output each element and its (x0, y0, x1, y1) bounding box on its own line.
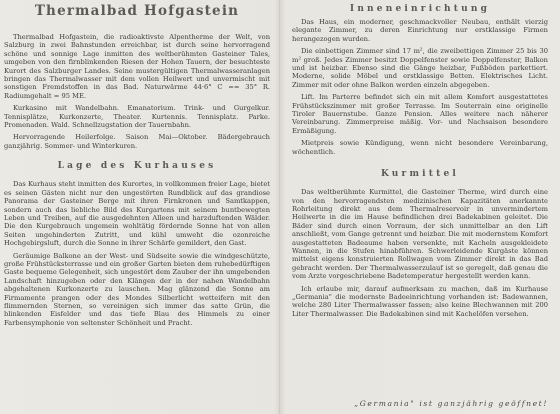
intro-paragraph: Thermalbad Hofgastein, die radioaktivste Alpentherme der Welt, von Salzburg in zwei Bahnstunden erreichbar, ist durch seine hervorragend schöne und sonnige Lage inmitten des weltberühmten Gasteiner Tales, umgeben von den firnblinkenden Riesen der Hohen Tauern, der besuchteste Kurort des Salzburger Landes. Seine mustergültigen Thermalwasseranlagen bringen das Thermalwasser mit dem vollen Heilwert und unvermischt mit sonstigen Fremdstoffen in das Bad. Naturwärme 44·6° C == 35° R. Radiumgehalt = 95 ME. (4, 33, 270, 100)
amenities-paragraph: Kurkasino mit Wandelbahn. Emanatorium. Trink- und Gurgelkur. Tennisplätze, Kurkonzerte, Theater. Kurtennis. Tennisplatz. Parke. Promenaden. Wald. Schnellzugstation der Tauernbahn. (4, 104, 270, 130)
season-paragraph: Hervorragende Heilerfolge. Saison Mai—Oktober. Bädergebrauch ganzjährig. Sommer- und Winterkuren. (4, 133, 270, 150)
balcony-paragraph: Geräumige Balkone an der West- und Südseite sowie die windgeschützte, große Frühstücksterrasse und ein großer Garten bieten dem ruhebedürftigen Gaste bequeme Gelegenheit, sich ungestört dem Zauber der ihn umgebenden Landschaft hinzugeben oder den Klängen der in der nahen Wandelbahn abgehaltenen Kurkonzerte zu lauschen. Mag glänzend die Sonne am Firmamente prangen oder des Mondes Silberlicht wetteifern mit den flimmernden Sternen, so vereinigen sich immer das satte Grün, die blinkenden Eisfelder und das tiefe Blau des Himmels zu einer Farbensymphonie von seltenster Schönheit und Pracht. (4, 251, 270, 327)
location-paragraph: Das Kurhaus steht inmitten des Kurortes, in vollkommen freier Lage, bietet es seinen Gästen nicht nur den ungestörten Rundblick auf das grandiose Panorama der Gasteiner Berge mit ihren Firnkronen und Samtkappen, sondern auch das liebliche Bild des Kurgartens mit seinem buntbewegten Leben und Treiben, auf die ausgedehnten Alleen und harzduftenden Wälder. Die den Kurgebrauch ungemein wohltätig fördernde Sonne hat von allen Seiten ungehinderten Zutritt, und kühl umweht die ozonreiche Hochgebirgsluft, durch die Sonne in ihrer Schärfe gemildert, den Gast. (4, 180, 270, 248)
section-heading-interior: Inneneinrichtung (349, 4, 491, 14)
left-column (4, 0, 270, 327)
terms-paragraph: Mietpreis sowie Kündigung, wenn nicht besondere Vereinbarung, wöchentlich. (292, 139, 548, 156)
rooms-paragraph: Die einbettigen Zimmer sind 17 m², die zweibettigen Zimmer 25 bis 30 m² groß. Jedes Zimmer besitzt Doppelfenster sowie Doppelfenster, Balkon und ist heizbar. Ebenso sind die Gänge heizbar, Fußböden parkettiert. Moderne, solide Möbel und erstklassige Betten. Elektrisches Licht. Zimmer mit oder ohne Balkon werden einzeln abgegeben. (292, 47, 548, 89)
facilities-paragraph: Lift. Im Parterre befindet sich ein mit allem Komfort ausgestattetes Frühstückszimmer mit großer Terrasse. Im Souterrain eine originelle Tiroler Bauernstube. Ganze Pension. Alles weitere nach näherer Vereinbarung. Zimmerpreise mäßig. Vor- und Nachsaison besondere Ermäßigung. (292, 93, 548, 135)
remedies-paragraph: Das weltberühmte Kurmittel, die Gasteiner Therme, wird durch eine von den hervorragendsten medizinischen Kapazitäten anerkannte Rohrleitung direkt aus dem Thermalreservoir in unvermindertem Heilwerte in die im Hause befindlichen drei Badekabinen geleitet. Die Bäder sind durch einen Vorraum, der sich unmittelbar an den Lift anschließt, vom Gange getrennt und heizbar. Die mit modernstem Komfort ausgestatteten Badeaume haben versenkte, mit Kacheln ausgekleidete Wannen, in die Stufen hinabführen. Schwerleidende Kurgäste können mittelst eigens konstruierten Rollwagen vom Zimmer direkt in das Bad gebracht werden. Der Thermalwasserzulauf ist so geregelt, daß genau die vom Arzte vorgeschriebene Badetemperatur hergestellt werden kann. (292, 188, 548, 281)
footer-note: „Germania" ist ganzjährig geöffnet! (354, 399, 548, 408)
bath-paragraph: Ich erlaube mir, darauf aufmerksam zu machen, daß im Kurhause „Germania" die modernste Badeeinrichtung vorhanden ist: Badewannen, welche 280 Liter Thermalwasser fassen; also keine Blechwannen mit 200 Liter Thermalwasser. Die Badekabinen sind mit Kachelöfen versehen. (292, 284, 548, 318)
page-fold (279, 0, 280, 414)
interior-paragraph: Das Haus, ein moderner, geschmackvoller Neubau, enthält vierzig elegante Zimmer, zu deren Einrichtung nur erstklassige Firmen herangezogen wurden. (292, 18, 548, 43)
section-heading-remedies: Kurmittel (380, 169, 460, 180)
right-column (292, 0, 548, 318)
section-heading-location: Lage des Kurhauses (57, 161, 217, 172)
page-title: Thermalbad Hofgastein (34, 3, 240, 19)
